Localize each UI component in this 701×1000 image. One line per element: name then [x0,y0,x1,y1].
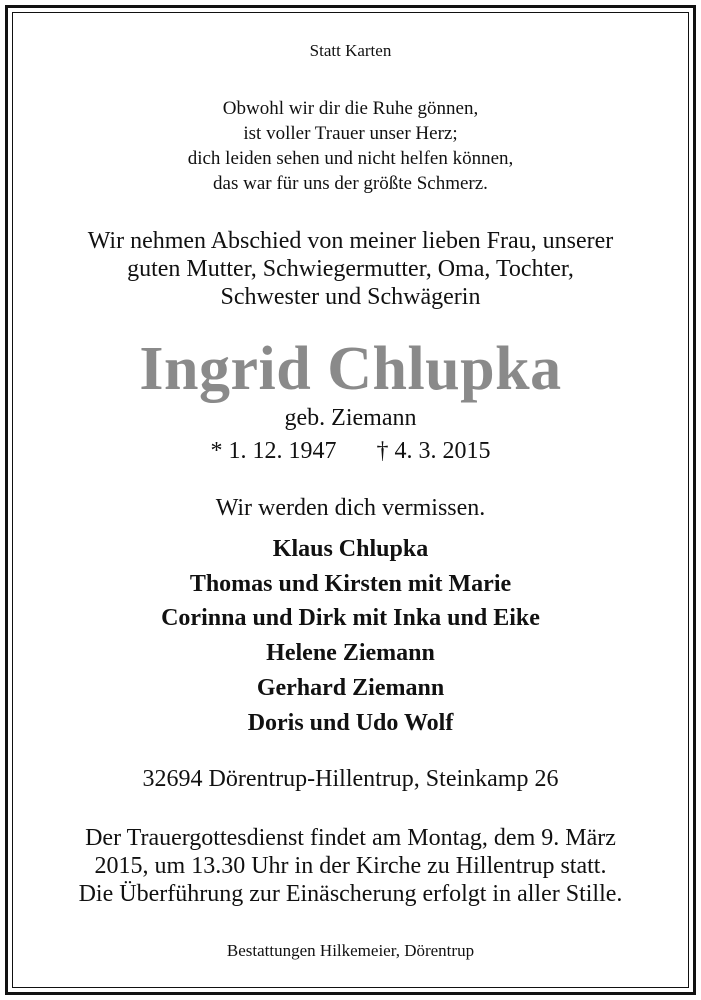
mourner-4: Helene Ziemann [266,640,435,666]
mourner-2: Thomas und Kirsten mit Marie [189,571,512,597]
death-date: † 4. 3. 2015 [376,438,491,464]
service-line-2: 2015, um 13.30 Uhr in der Kirche zu Hillentrup statt. [94,853,607,879]
poem-line-4: das war für uns der größte Schmerz. [213,173,488,194]
intro-line-3: Schwester und Schwägerin [220,284,481,310]
funeral-home: Bestattungen Hilkemeier, Dörentrup [226,941,475,960]
life-dates [0,438,701,465]
service-line-1: Der Trauergottesdienst findet am Montag, dem 9. März [85,825,616,851]
address: 32694 Dörentrup-Hillentrup, Steinkamp 26 [142,766,559,792]
poem-line-2: ist voller Trauer unser Herz; [243,123,458,144]
farewell-line: Wir werden dich vermissen. [215,495,486,521]
header-statt-karten: Statt Karten [309,41,392,60]
service-line-3: Die Überführung zur Einäscherung erfolgt in aller Stille. [78,881,623,907]
intro-line-1: Wir nehmen Abschied von meiner lieben Frau, unserer [87,228,614,254]
poem-line-1: Obwohl wir dir die Ruhe gönnen, [222,98,479,119]
maiden-name: geb. Ziemann [284,405,417,431]
birth-date: * 1. 12. 1947 [210,438,337,464]
deceased-name: Ingrid Chlupka [139,335,562,403]
mourner-1: Klaus Chlupka [272,536,429,562]
mourner-5: Gerhard Ziemann [256,675,445,701]
mourner-3: Corinna und Dirk mit Inka und Eike [161,605,540,631]
poem-line-3: dich leiden sehen und nicht helfen können, [187,148,514,169]
mourner-6: Doris und Udo Wolf [247,710,454,736]
intro-line-2: guten Mutter, Schwiegermutter, Oma, Tochter, [127,256,574,282]
